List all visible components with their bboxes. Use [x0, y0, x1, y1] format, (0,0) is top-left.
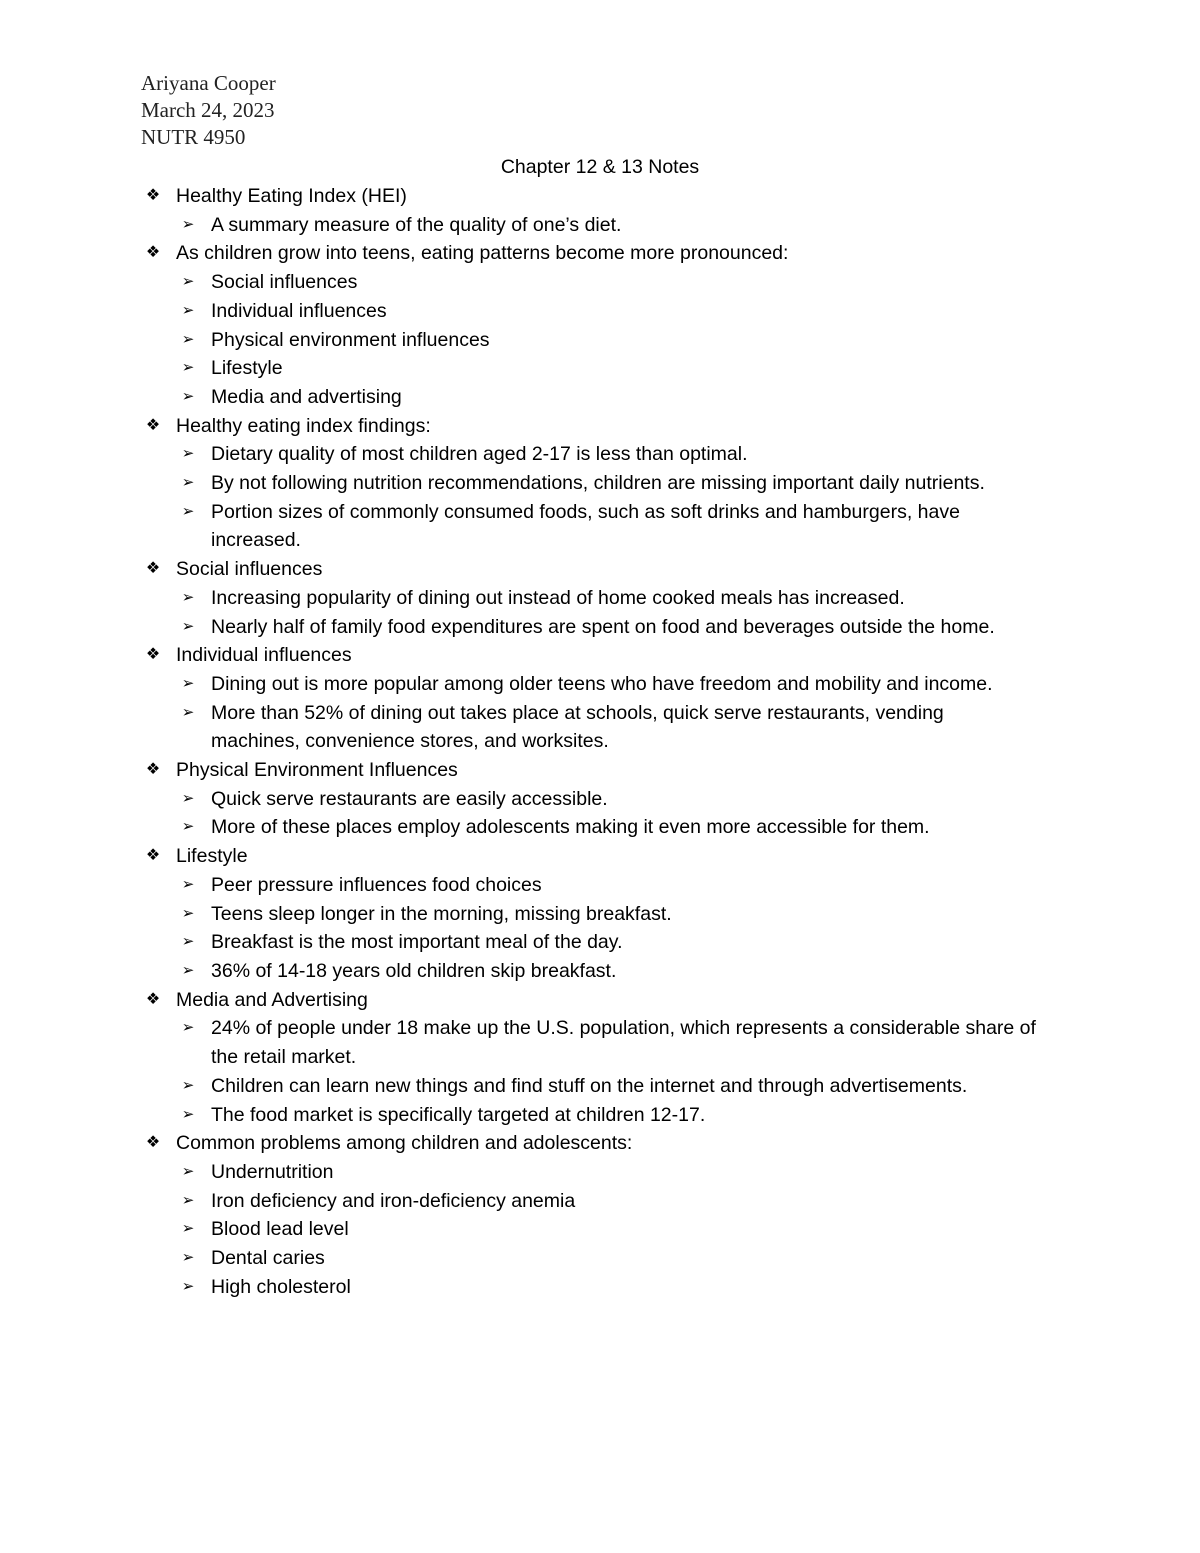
- section-heading: [0, 1129, 1200, 1158]
- arrowhead-bullet-icon: ➢: [181, 789, 195, 807]
- list-item-text: Social influences: [211, 271, 358, 294]
- list-item-text: Breakfast is the most important meal of the day.: [211, 931, 623, 954]
- diamond-bullet-icon: ❖: [145, 761, 161, 779]
- section-heading-text: Media and Advertising: [176, 988, 368, 1011]
- list-item-text: Teens sleep longer in the morning, missing breakfast.: [211, 902, 672, 925]
- list-item-text: Peer pressure influences food choices: [211, 873, 542, 896]
- arrowhead-bullet-icon: ➢: [181, 215, 195, 233]
- section-heading: [0, 986, 1200, 1015]
- list-item: [0, 354, 1081, 383]
- arrowhead-bullet-icon: ➢: [181, 1105, 195, 1123]
- list-item: [0, 297, 1081, 326]
- arrowhead-bullet-icon: ➢: [181, 818, 195, 836]
- diamond-bullet-icon: ❖: [145, 416, 161, 434]
- diamond-bullet-icon: ❖: [145, 646, 161, 664]
- arrowhead-bullet-icon: ➢: [181, 875, 195, 893]
- arrowhead-bullet-icon: ➢: [181, 1076, 195, 1094]
- list-item: [0, 900, 1081, 929]
- notes-section: [0, 641, 1200, 756]
- diamond-bullet-icon: ❖: [145, 847, 161, 865]
- author-name: Ariyana Cooper: [141, 71, 276, 95]
- list-item: [0, 957, 1081, 986]
- notes-section: [0, 986, 1200, 1130]
- list-item-text: 24% of people under 18 make up the U.S. population, which represents a considerable share of the retail market.: [211, 1017, 1036, 1069]
- list-item: [0, 699, 1026, 756]
- arrowhead-bullet-icon: ➢: [181, 474, 195, 492]
- section-heading-text: As children grow into teens, eating patterns become more pronounced:: [176, 242, 789, 265]
- list-item-text: Blood lead level: [211, 1218, 349, 1241]
- list-item-text: A summary measure of the quality of one’s diet.: [211, 213, 622, 236]
- list-item: [0, 670, 1001, 699]
- arrowhead-bullet-icon: ➢: [181, 273, 195, 291]
- list-item: [0, 785, 1081, 814]
- arrowhead-bullet-icon: ➢: [181, 445, 195, 463]
- list-item-text: Portion sizes of commonly consumed foods, such as soft drinks and hamburgers, have increased.: [211, 500, 960, 552]
- list-item-text: The food market is specifically targeted at children 12-17.: [211, 1103, 706, 1126]
- diamond-bullet-icon: ❖: [145, 1134, 161, 1152]
- list-item-text: Media and advertising: [211, 385, 402, 408]
- list-item-text: Increasing popularity of dining out instead of home cooked meals has increased.: [211, 586, 905, 609]
- list-item-text: More of these places employ adolescents making it even more accessible for them.: [211, 816, 930, 839]
- notes-section: [0, 555, 1200, 641]
- list-item-text: Dietary quality of most children aged 2-17 is less than optimal.: [211, 443, 748, 466]
- arrowhead-bullet-icon: ➢: [181, 588, 195, 606]
- arrowhead-bullet-icon: ➢: [181, 961, 195, 979]
- list-item-text: Children can learn new things and find stuff on the internet and through advertisements.: [211, 1074, 968, 1097]
- list-item-text: By not following nutrition recommendations, children are missing important daily nutrients.: [211, 472, 985, 495]
- arrowhead-bullet-icon: ➢: [181, 330, 195, 348]
- list-item-text: Undernutrition: [211, 1160, 334, 1183]
- section-heading: [0, 239, 1200, 268]
- list-item: [0, 1187, 1081, 1216]
- diamond-bullet-icon: ❖: [145, 244, 161, 262]
- arrowhead-bullet-icon: ➢: [181, 1249, 195, 1267]
- section-heading: [0, 182, 1200, 211]
- list-item: [0, 1101, 1081, 1130]
- list-item-text: Quick serve restaurants are easily accessible.: [211, 787, 608, 810]
- arrowhead-bullet-icon: ➢: [181, 1019, 195, 1037]
- arrowhead-bullet-icon: ➢: [181, 703, 195, 721]
- list-item: [0, 498, 1036, 555]
- list-item-text: Physical environment influences: [211, 328, 490, 351]
- notes-section: [0, 1129, 1200, 1301]
- list-item-text: High cholesterol: [211, 1275, 351, 1298]
- list-item: [0, 211, 1081, 240]
- arrowhead-bullet-icon: ➢: [181, 1162, 195, 1180]
- list-item-text: 36% of 14-18 years old children skip breakfast.: [211, 959, 617, 982]
- notes-section: [0, 412, 1200, 556]
- list-item: [0, 928, 1081, 957]
- list-item: [0, 584, 1081, 613]
- section-heading: [0, 555, 1200, 584]
- diamond-bullet-icon: ❖: [145, 990, 161, 1008]
- notes-section: [0, 239, 1200, 411]
- list-item: [0, 383, 1081, 412]
- list-item-text: Iron deficiency and iron-deficiency anemia: [211, 1189, 576, 1212]
- section-heading-text: Common problems among children and adolescents:: [176, 1132, 633, 1155]
- list-item: [0, 1244, 1081, 1273]
- list-item: [0, 268, 1081, 297]
- list-item-text: Dental caries: [211, 1247, 325, 1270]
- list-item: [0, 1158, 1081, 1187]
- diamond-bullet-icon: ❖: [145, 560, 161, 578]
- notes-outline: [0, 182, 1200, 1301]
- notes-section: [0, 182, 1200, 239]
- document-header: [141, 70, 276, 151]
- arrowhead-bullet-icon: ➢: [181, 617, 195, 635]
- section-heading-text: Physical Environment Influences: [176, 759, 458, 782]
- arrowhead-bullet-icon: ➢: [181, 933, 195, 951]
- diamond-bullet-icon: ❖: [145, 187, 161, 204]
- list-item: [0, 613, 1021, 642]
- section-heading: [0, 842, 1200, 871]
- list-item: [0, 1215, 1081, 1244]
- list-item: [0, 440, 1081, 469]
- list-item: [0, 1273, 1081, 1302]
- section-heading-text: Healthy eating index findings:: [176, 414, 431, 437]
- arrowhead-bullet-icon: ➢: [181, 502, 195, 520]
- list-item-text: More than 52% of dining out takes place at schools, quick serve restaurants, vending machines, convenience stores, and worksites.: [211, 701, 944, 753]
- list-item: [0, 1014, 1036, 1071]
- arrowhead-bullet-icon: ➢: [181, 674, 195, 692]
- list-item: [0, 326, 1081, 355]
- section-heading: [0, 641, 1200, 670]
- list-item: [0, 813, 1081, 842]
- notes-section: [0, 756, 1200, 842]
- arrowhead-bullet-icon: ➢: [181, 387, 195, 405]
- list-item-text: Dining out is more popular among older teens who have freedom and mobility and income.: [211, 672, 993, 695]
- section-heading-text: Lifestyle: [176, 845, 248, 868]
- list-item-text: Nearly half of family food expenditures are spent on food and beverages outside the home.: [211, 615, 995, 638]
- arrowhead-bullet-icon: ➢: [181, 1277, 195, 1295]
- section-heading-text: Healthy Eating Index (HEI): [176, 185, 407, 207]
- arrowhead-bullet-icon: ➢: [181, 1220, 195, 1238]
- section-heading-text: Individual influences: [176, 644, 352, 667]
- notes-section: [0, 842, 1200, 986]
- list-item: [0, 871, 1081, 900]
- list-item: [0, 469, 1001, 498]
- section-heading: [0, 412, 1200, 441]
- arrowhead-bullet-icon: ➢: [181, 301, 195, 319]
- section-heading: [0, 756, 1200, 785]
- section-heading-text: Social influences: [176, 558, 323, 581]
- list-item-text: Individual influences: [211, 299, 387, 322]
- document-date: March 24, 2023: [141, 98, 275, 122]
- list-item-text: Lifestyle: [211, 357, 283, 380]
- page-title: Chapter 12 & 13 Notes: [500, 156, 700, 178]
- arrowhead-bullet-icon: ➢: [181, 1191, 195, 1209]
- list-item: [0, 1072, 1081, 1101]
- course-code: NUTR 4950: [141, 125, 246, 149]
- arrowhead-bullet-icon: ➢: [181, 904, 195, 922]
- arrowhead-bullet-icon: ➢: [181, 359, 195, 377]
